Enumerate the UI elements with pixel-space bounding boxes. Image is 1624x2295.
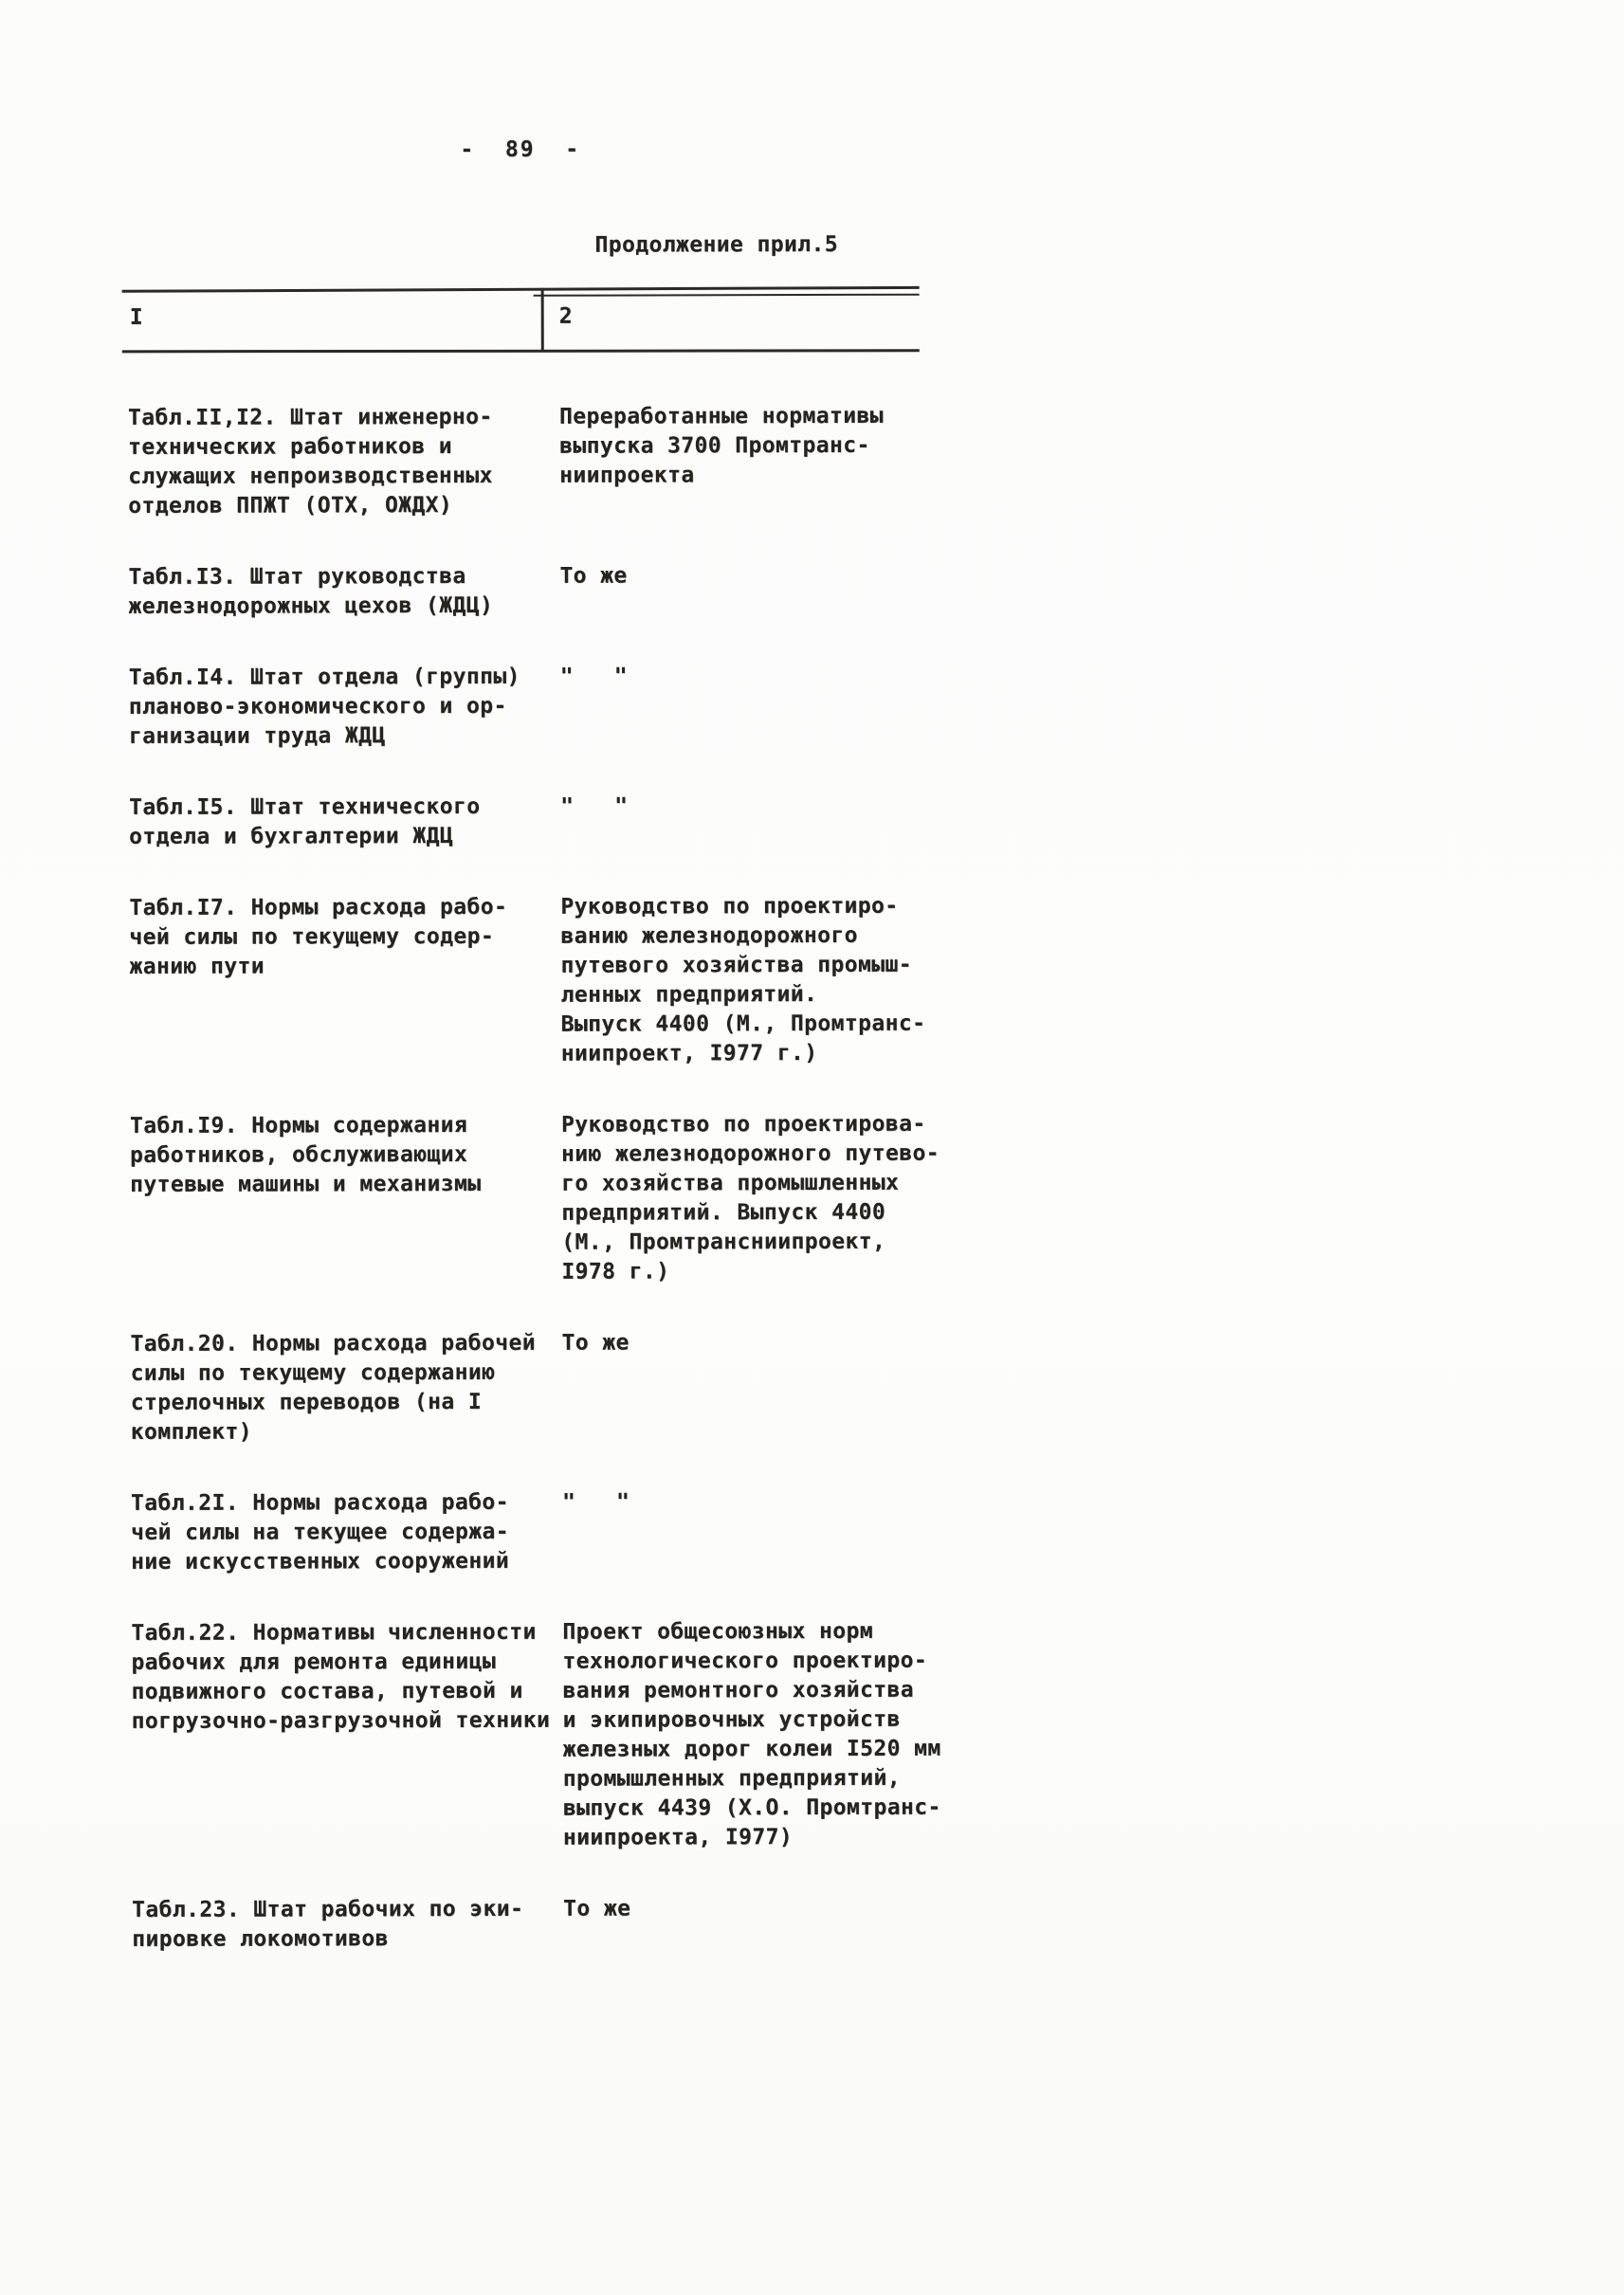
row-right-cell [562, 1487, 927, 1576]
row-right-cell [563, 1894, 928, 1954]
table-row [128, 561, 924, 622]
text-line: ниипроекта, I977) [562, 1825, 794, 1850]
row-right-cell [562, 1617, 941, 1853]
row-left-cell [128, 403, 559, 521]
text-line: Руководство по проектирова- [560, 1111, 926, 1138]
text-line: пировке локомотивов [132, 1926, 389, 1952]
text-line: ние искусственных сооружений [131, 1548, 510, 1575]
text-line: путевые машины и механизмы [130, 1171, 482, 1197]
text-line: стрелочных переводов (на I [130, 1389, 483, 1415]
row-right-cell [560, 662, 925, 751]
text-line: комплект) [130, 1419, 253, 1445]
text-line: отдела и бухгалтерии ЖДЦ [129, 823, 454, 849]
table-top-rule [122, 286, 920, 293]
text-line: ганизации труда ЖДЦ [128, 723, 386, 749]
text-line: Табл.I4. Штат отдела (группы) [128, 664, 520, 690]
table-header-rule [122, 349, 920, 353]
text-line: технических работников и [128, 433, 453, 460]
text-line: " " [560, 793, 629, 819]
text-line: чей силы на текущее содержа- [131, 1519, 510, 1545]
text-line: нию железнодорожного путево- [560, 1140, 940, 1167]
table-row [129, 662, 925, 752]
continuation-note: Продолжение прил.5 [594, 231, 838, 258]
row-left-cell [132, 1895, 563, 1955]
text-line: Табл.I3. Штат руководства [128, 563, 466, 590]
text-line: подвижного состава, путевой и [131, 1678, 523, 1704]
text-line: промышленных предприятий, [562, 1765, 901, 1792]
text-line: жанию пути [129, 954, 265, 979]
text-line: планово-экономического и ор- [128, 693, 507, 719]
text-line: чей силы по текущему содер- [129, 923, 495, 950]
table-row [129, 892, 925, 1070]
table-rows [127, 402, 941, 1996]
text-line: выпуск 4439 (Х.О. Промтранс- [562, 1794, 941, 1821]
row-left-cell [129, 663, 560, 752]
text-line: Табл.I9. Нормы содержания [129, 1112, 468, 1138]
row-right-cell [560, 792, 925, 851]
text-line: То же [563, 1896, 631, 1922]
text-line: Табл.22. Нормативы численности [131, 1619, 537, 1646]
text-line: (М., Промтрансниипроект, [561, 1229, 886, 1255]
text-line: ниипроект, I977 г.) [560, 1040, 818, 1066]
row-right-cell [561, 1110, 940, 1287]
text-line: силы по текущему содержанию [130, 1359, 496, 1386]
text-line: железнодорожных цехов (ЖДЦ) [128, 592, 494, 619]
text-line: Переработанные нормативы [558, 403, 884, 429]
text-line: Выпуск 4400 (М., Промтранс- [560, 1011, 926, 1037]
text-line: вания ремонтного хозяйства [562, 1677, 914, 1703]
row-right-cell [559, 402, 924, 520]
text-line: го хозяйства промышленных [561, 1170, 900, 1196]
text-line: Табл.20. Нормы расхода рабочей [130, 1330, 536, 1357]
text-line: и экипировочных устройств [562, 1706, 901, 1733]
table-row [131, 1487, 927, 1577]
column-header-2: 2 [558, 303, 573, 329]
text-line: железных дорог колеи I520 мм [562, 1736, 941, 1762]
text-line: рабочих для ремонта единицы [131, 1648, 497, 1675]
text-line: То же [559, 563, 628, 589]
row-left-cell [128, 562, 559, 622]
table-row [131, 1617, 941, 1854]
text-line: ленных предприятий. [560, 981, 818, 1008]
row-right-cell [561, 1328, 926, 1447]
text-line: ниипроекта [559, 463, 695, 488]
column-header-1: I [129, 304, 143, 330]
text-line: погрузочно-разгрузочной техники [131, 1707, 551, 1734]
table-row [128, 402, 924, 521]
page-number: - 89 - [460, 137, 581, 162]
text-line: выпуска 3700 Промтранс- [559, 432, 870, 459]
text-line: Руководство по проектиро- [560, 893, 899, 920]
text-line: То же [561, 1330, 630, 1356]
text-line: " " [561, 1489, 630, 1515]
text-line: I978 г.) [561, 1259, 670, 1284]
row-right-cell [559, 561, 924, 621]
row-left-cell [129, 792, 560, 852]
text-line: " " [559, 664, 628, 689]
text-line: отделов ППЖТ (ОТХ, ОЖДХ) [128, 492, 453, 519]
text-line: Табл.I5. Штат технического [129, 793, 481, 820]
row-left-cell [129, 893, 560, 1070]
row-left-cell [131, 1618, 563, 1854]
text-line: Табл.2I. Нормы расхода рабо- [130, 1489, 509, 1516]
text-line: работников, обслуживающих [129, 1141, 468, 1168]
row-right-cell [560, 892, 925, 1069]
text-line: служащих непроизводственных [128, 463, 493, 489]
table-top-rule-double [534, 294, 920, 297]
row-left-cell [131, 1488, 562, 1577]
text-line: путевого хозяйства промыш- [560, 952, 912, 978]
table-row [132, 1894, 928, 1955]
text-line: предприятий. Выпуск 4400 [561, 1199, 886, 1226]
text-line: Проект общесоюзных норм [562, 1618, 874, 1645]
text-line: ванию железнодорожного [560, 922, 858, 949]
text-line: Табл.23. Штат рабочих по эки- [132, 1896, 524, 1922]
column-divider-rule [541, 288, 544, 351]
table-row [129, 1110, 940, 1288]
text-line: Табл.I7. Нормы расхода рабо- [129, 894, 508, 920]
row-left-cell [130, 1111, 561, 1288]
row-left-cell [131, 1329, 562, 1448]
text-line: Табл.II,I2. Штат инженерно- [127, 404, 493, 430]
text-line: технологического проектиро- [562, 1648, 928, 1674]
table-row [131, 1328, 927, 1448]
table-row [129, 792, 925, 852]
